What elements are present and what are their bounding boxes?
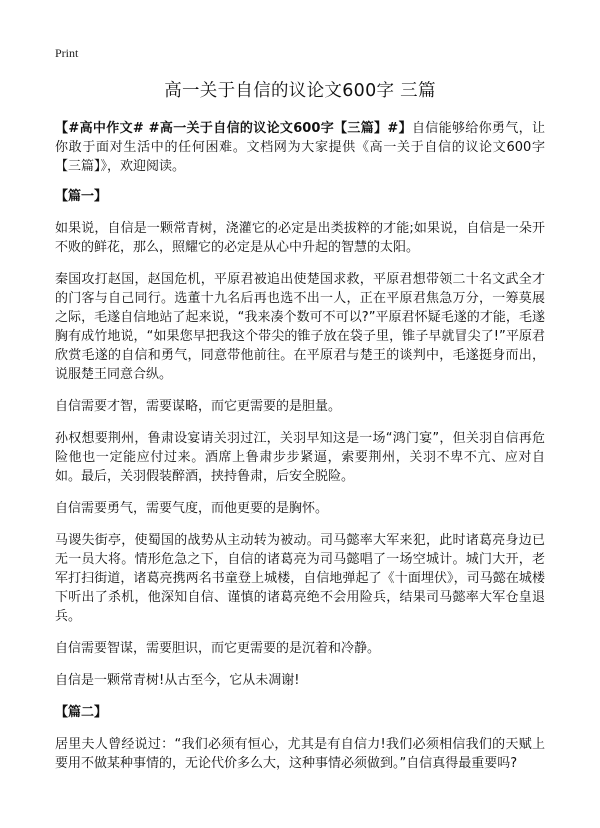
paragraph: 孙权想要荆州，鲁肃设宴请关羽过江，关羽早知这是一场“鸿门宴”，但关羽自信再危险他也一定能应付过来。酒席上鲁肃步步紧逼，索要荆州，关羽不卑不亢、应对自如。最后，关羽假装醉酒，挟持鲁肃，后安全脱险。	[55, 431, 545, 484]
paragraph: 自信是一颗常青树!从古至今，它从未凋谢!	[55, 673, 300, 688]
paragraph: 马谡失街亭，使蜀国的战势从主动转为被动。司马懿率大军来犯，此时诸葛亮身边已无一员大将。情形危急之下，自信的诸葛亮为司马懿唱了一场空城计。城门大开，老军打扫街道，诸葛亮携两名书童登上城楼，自信地弹起了《十面埋伏》，司马懿在城楼下听出了杀机，他深知自信、谨慎的诸葛亮绝不会用险兵，结果司马懿率大军仓皇退兵。	[55, 533, 545, 624]
paragraph: 自信需要勇气，需要气度，而他更要的是胸怀。	[55, 501, 329, 516]
intro-tag: 【#高中作文# #高一关于自信的议论文600字【三篇】#】	[55, 121, 412, 136]
section-heading-1: 【篇一】	[55, 189, 108, 204]
paragraph: 秦国攻打赵国，赵国危机，平原君被追出使楚国求救，平原君想带领二十名文武全才的门客与自己同行。选董十九名后再也选不出一人，正在平原君焦急万分，一筹莫展之际，毛遂自信地站了起来说，“我来凑个数可不可以?”平原君怀疑毛遂的才能，毛遂胸有成竹地说，“如果您早把我这个带尖的锥子放在袋子里，锥子早就冒尖了!”平原君欣赏毛遂的自信和勇气，同意带他前往。在平原君与楚王的谈判中，毛遂挺身而出，说服楚王同意合纵。	[55, 272, 545, 382]
print-link[interactable]: Print	[55, 46, 79, 60]
section-heading-2: 【篇二】	[55, 705, 108, 720]
intro-text: 自信能够给你勇气，让你敢于面对生活中的任何困难。文档网为大家提供《高一关于自信的议论文600字【三篇】》，欢迎阅读。	[55, 121, 545, 174]
paragraph: 自信需要智谋，需要胆识，而它更需要的是沉着和冷静。	[55, 641, 381, 656]
paragraph: 如果说，自信是一颗常青树，浇灌它的必定是出类拔粹的才能;如果说，自信是一朵开不败的鲜花，那么，照耀它的必定是从心中升起的智慧的太阳。	[55, 221, 545, 255]
intro-paragraph	[55, 119, 545, 176]
paragraph: 自信需要才智，需要谋略，而它更需要的是胆量。	[55, 399, 342, 414]
article-body	[55, 119, 545, 786]
paragraph: 居里夫人曾经说过：“我们必须有恒心，尤其是有自信力!我们必须相信我们的天赋上要用不做某种事情的，无论代价多么大，这种事情必须做到。”自信真得最重要吗?	[55, 737, 545, 771]
page-title: 高一关于自信的议论文600字 三篇	[164, 81, 436, 101]
